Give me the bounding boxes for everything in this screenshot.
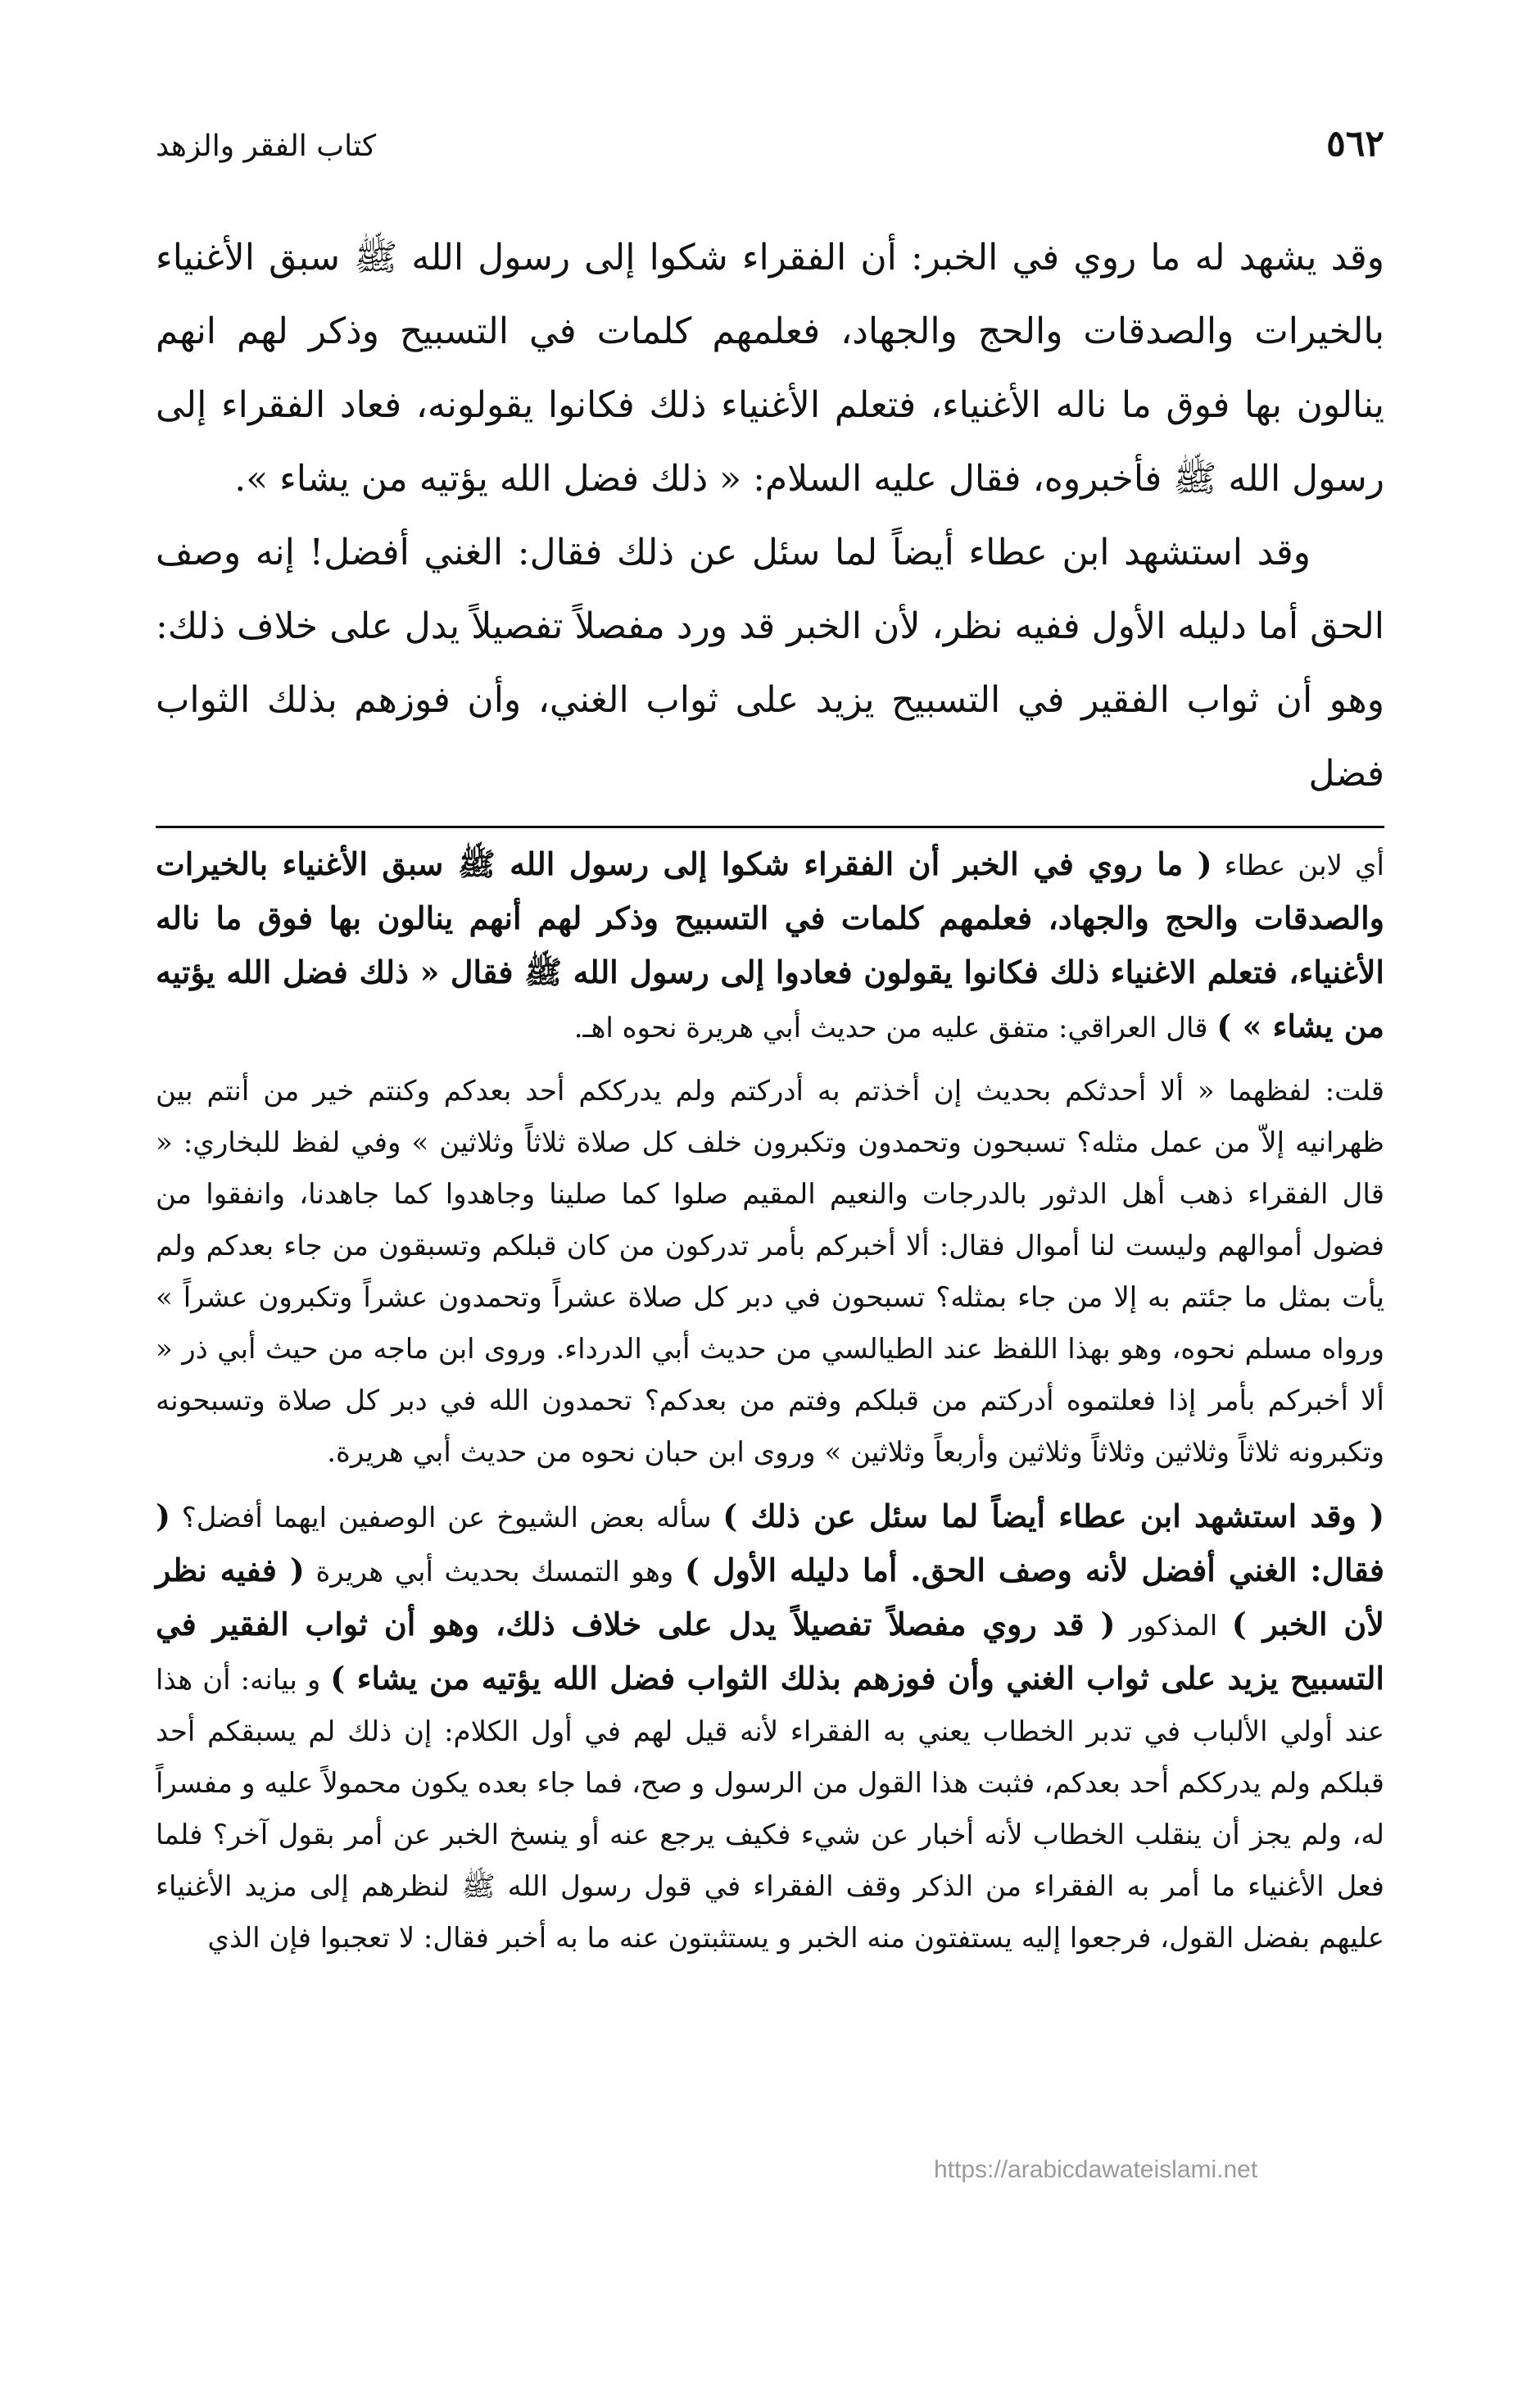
commentary-text: قال العراقي: متفق عليه من حديث أبي هريرة نحوه اهـ.	[573, 1012, 1208, 1044]
quoted-matn: ( ففيه نظر لأن الخبر )	[156, 1552, 1384, 1642]
footnote-divider	[156, 826, 1384, 828]
main-paragraph-1: وقد يشهد له ما روي في الخبر: أن الفقراء شكوا إلى رسول الله ﷺ سبق الأغنياء بالخيرات والصدقات والحج والجهاد، فعلمهم كلمات في التسبيح وذكر لهم انهم ينالون بها فوق ما ناله الأغنياء، فتعلم الأغنياء ذلك فكانوا يقولونه، فعاد الفقراء إلى رسول الله ﷺ فأخبروه، فقال عليه السلام: « ذلك فضل الله يؤتيه من يشاء ».	[156, 237, 1384, 500]
main-paragraph-2: وقد استشهد ابن عطاء أيضاً لما سئل عن ذلك فقال: الغني أفضل! إنه وصف الحق أما دليله الأول ففيه نظر، لأن الخبر قد ورد مفصلاً تفصيلاً يدل على خلاف ذلك: وهو أن ثواب الفقير في التسبيح يزيد على ثواب الغني، وأن فوزهم بذلك الثواب فضل	[156, 532, 1384, 795]
commentary-text: أي لابن عطاء	[1224, 849, 1385, 882]
running-head	[156, 123, 1384, 188]
book-page	[156, 123, 1384, 2253]
commentary-paragraph-1	[156, 838, 1384, 1054]
watermark-url: https://arabicdawateislami.net	[934, 2156, 1258, 2183]
main-text	[156, 221, 1384, 811]
commentary-text: المذكور	[1129, 1610, 1218, 1642]
book-title: كتاب الفقر والزهد	[156, 129, 377, 163]
quoted-matn: ( فقال: الغني أفضل لأنه وصف الحق. أما دليله الأول )	[156, 1497, 1385, 1588]
commentary-paragraph-2: قلت: لفظهما « ألا أحدثكم بحديث إن أخذتم به أدركتم ولم يدرككم أحد بعدكم وكنتم خير من أنتم بين ظهرانيه إلاّ من عمل مثله؟ تسبحون وتحمدون وتكبرون خلف كل صلاة ثلاثاً وثلاثين » وفي لفظ للبخاري: « قال الفقراء ذهب أهل الدثور بالدرجات والنعيم المقيم صلوا كما صلينا وجاهدوا كما جاهدنا، وانفقوا من فضول أموالهم وليست لنا أموال فقال: ألا أخبركم بأمر تدركون من كان قبلكم وتسبقون من جاء بعدكم ولم يأت بمثل ما جئتم به إلا من جاء بمثله؟ تسبحون في دبر كل صلاة عشراً وتحمدون عشراً وتكبرون عشراً » ورواه مسلم نحوه، وهو بهذا اللفظ عند الطيالسي من حديث أبي الدرداء. وروى ابن ماجه من حيث أبي ذر « ألا أخبركم بأمر إذا فعلتموه أدركتم من قبلكم وفتم من بعدكم؟ تحمدون الله في دبر كل صلاة وتسبحونه وتكبرونه ثلاثاً وثلاثين وثلاثاً وثلاثين وأربعاً وثلاثين » وروى ابن حبان نحوه من حديث أبي هريرة.	[156, 1075, 1384, 1469]
commentary-paragraph-3	[156, 1490, 1384, 1964]
commentary	[156, 838, 1384, 1964]
page-number: ٥٦٢	[1326, 123, 1384, 165]
commentary-text: و بيانه: أن هذا عند أولي الألباب في تدبر الخطاب يعني به الفقراء لأنه قيل لهم في أول الكلام: إن ذلك لم يسبقكم أحد قبلكم ولم يدرككم أحد بعدكم، فثبت هذا القول من الرسول و صح، فما جاء بعده يكون محمولاً عليه و مفسراً له، ولم يجز أن ينقلب الخطاب لأنه أخبار عن شيء فكيف يرجع عنه أو ينسخ الخبر عن أمر بقول آخر؟ فلما فعل الأغنياء ما أمر به الفقراء من الذكر وقف الفقراء في قول رسول الله ﷺ لنظرهم إلى مزيد الأغنياء عليهم بفضل القول، فرجعوا إليه يستفتون منه الخبر و يستثبتون عنه ما به أخبر فقال: لا تعجبوا فإن الذي	[156, 1664, 1385, 1955]
commentary-text: وهو التمسك بحديث أبي هريرة	[315, 1556, 674, 1588]
quoted-matn: ( قد روي مفصلاً تفصيلاً يدل على خلاف ذلك، وهو أن ثواب الفقير في التسبيح يزيد على ثواب الغني وأن فوزهم بذلك الثواب فضل الله يؤتيه من يشاء )	[156, 1606, 1384, 1697]
quoted-matn: ( وقد استشهد ابن عطاء أيضاً لما سئل عن ذلك )	[722, 1497, 1384, 1534]
quoted-matn: ( ما روي في الخبر أن الفقراء شكوا إلى رسول الله ﷺ سبق الأغنياء بالخيرات والصدقات والحج والجهاد، فعلمهم كلمات في التسبيح وذكر لهم أنهم ينالون بها فوق ما ناله الأغنياء، فتعلم الاغنياء ذلك فكانوا يقولون فعادوا إلى رسول الله ﷺ فقال « ذلك فضل الله يؤتيه من يشاء » )	[156, 845, 1384, 1044]
commentary-text: سأله بعض الشيوخ عن الوصفين ايهما أفضل؟	[181, 1502, 712, 1534]
